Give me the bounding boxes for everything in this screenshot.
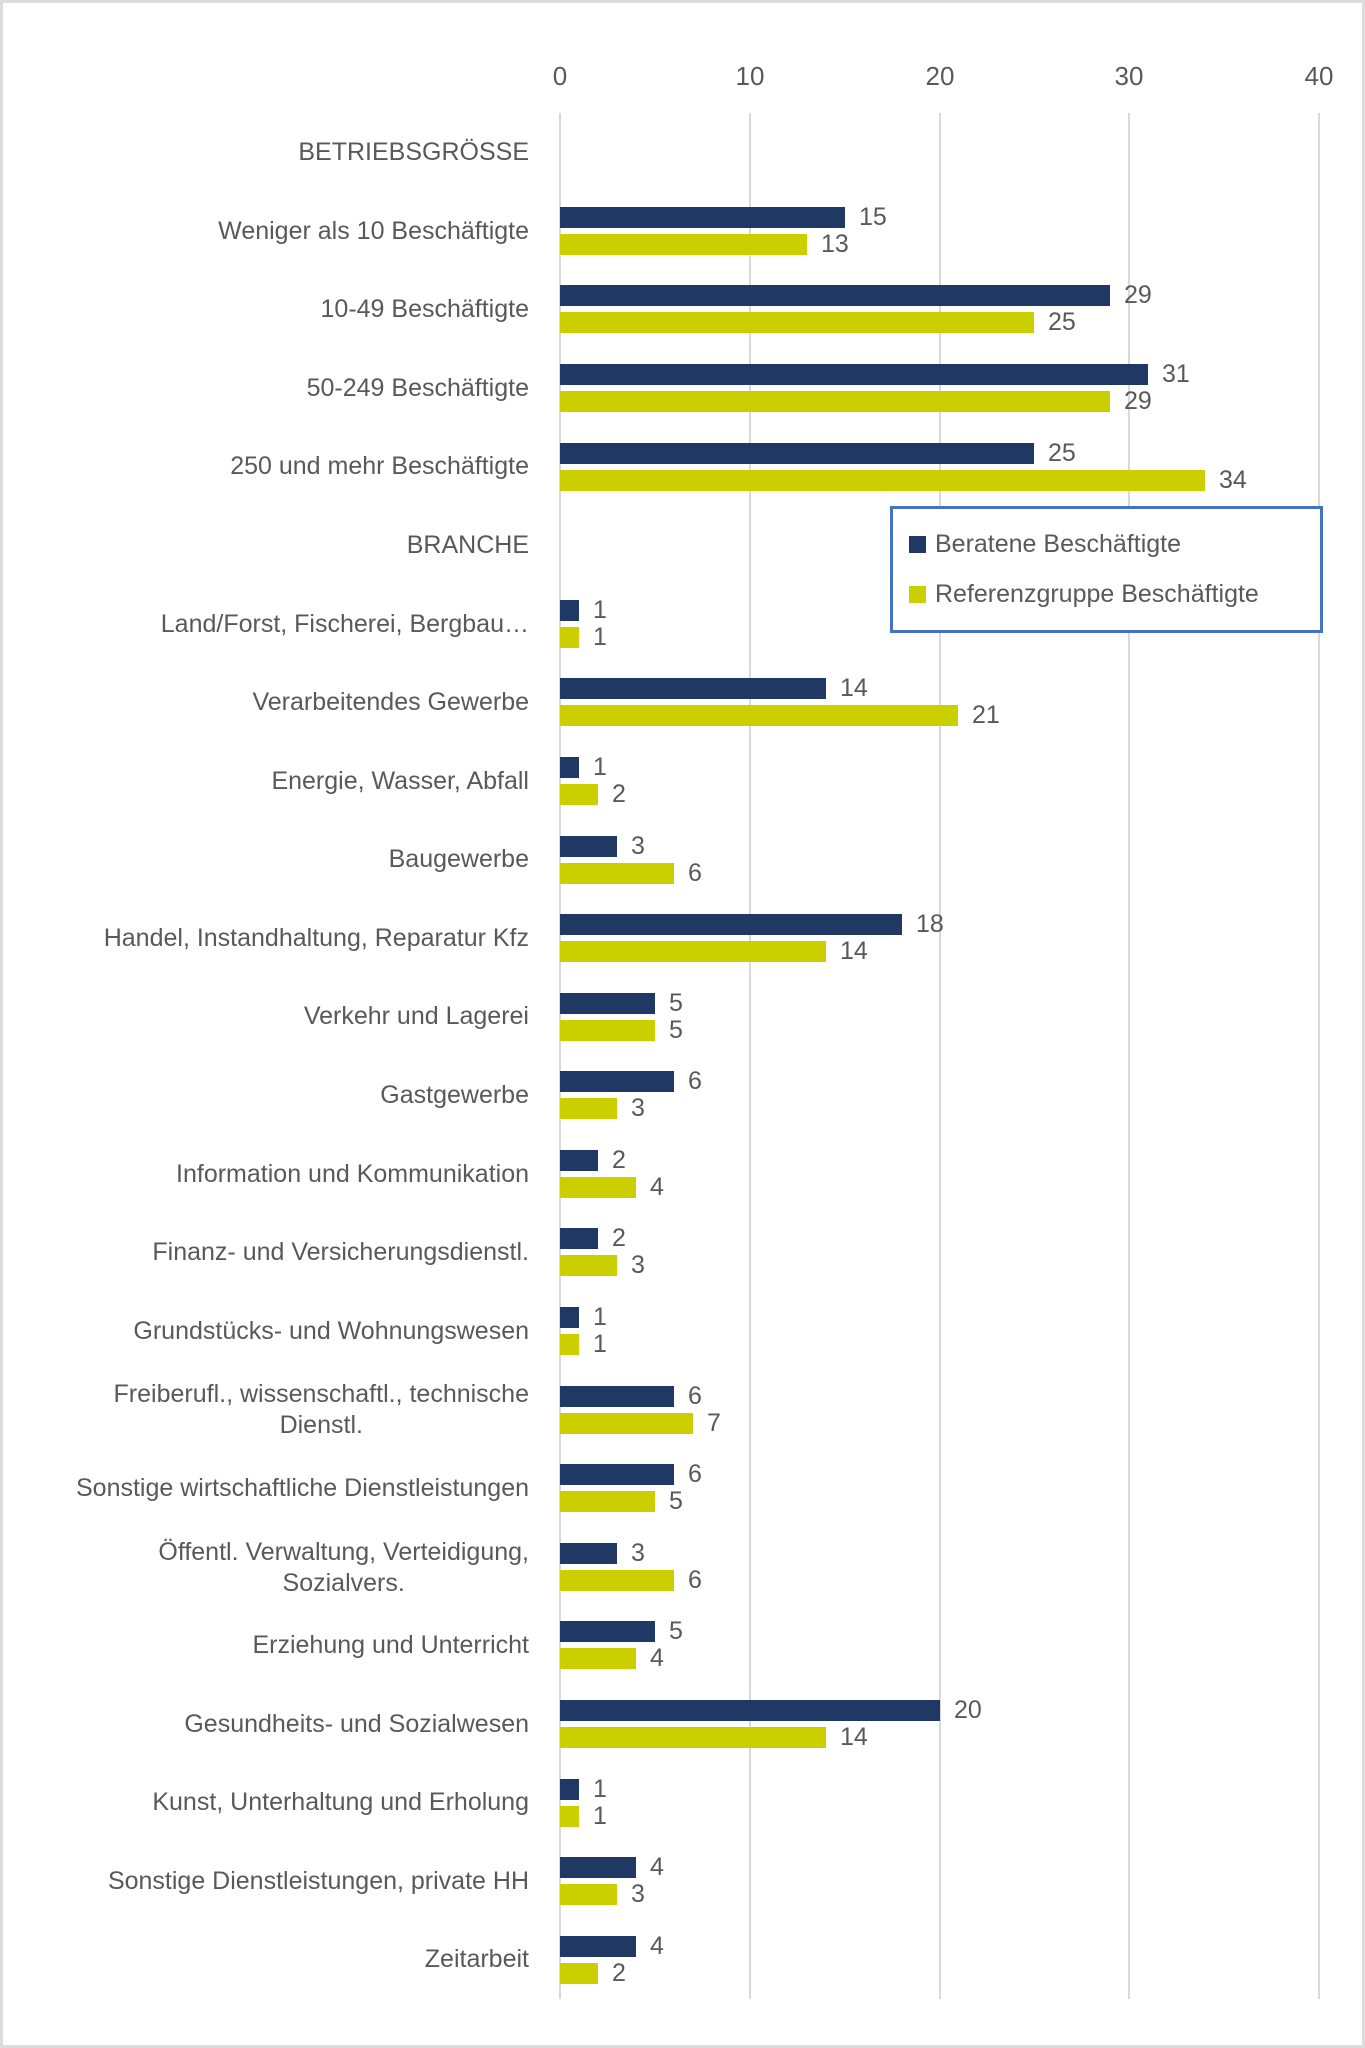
legend-swatch-beratene: [909, 536, 926, 553]
bar-value-label: 29: [1124, 281, 1152, 309]
category-label-text: Finanz- und Versicherungsdienstl.: [152, 1238, 529, 1266]
category-label-text: Gastgewerbe: [380, 1081, 529, 1109]
bar-referenzgruppe-beschaeftigte: [560, 1098, 617, 1119]
bar-beratene-beschaeftigte: [560, 1071, 674, 1092]
bar-referenzgruppe-beschaeftigte: [560, 1491, 655, 1512]
bar-beratene-beschaeftigte: [560, 836, 617, 857]
category-label-text: Kunst, Unterhaltung und Erholung: [152, 1788, 529, 1816]
x-axis-tick-label: 20: [925, 61, 955, 91]
category-label: [3, 1213, 529, 1292]
bar-value-label: 3: [631, 1880, 645, 1908]
bar-value-label: 2: [612, 780, 626, 808]
category-label: [3, 977, 529, 1056]
x-axis-tick-label: 0: [552, 61, 568, 91]
bar-beratene-beschaeftigte: [560, 914, 902, 935]
category-group-header: [3, 506, 529, 585]
bar-beratene-beschaeftigte: [560, 364, 1148, 385]
category-label: [3, 1920, 529, 1999]
category-group-header: [3, 113, 529, 192]
bar-beratene-beschaeftigte: [560, 285, 1110, 306]
bar-value-label: 5: [669, 1016, 683, 1044]
bar-referenzgruppe-beschaeftigte: [560, 1255, 617, 1276]
bar-value-label: 1: [593, 1303, 607, 1331]
bar-beratene-beschaeftigte: [560, 600, 579, 621]
bar-value-label: 7: [707, 1409, 721, 1437]
category-label-text: Öffentl. Verwaltung, Verteidigung, Sozialvers.: [158, 1537, 529, 1597]
bar-value-label: 6: [688, 1067, 702, 1095]
category-label-text: Verkehr und Lagerei: [303, 1002, 529, 1030]
category-label-text: Information und Kommunikation: [176, 1160, 529, 1188]
legend: [890, 506, 1323, 633]
category-label-text: 10-49 Beschäftigte: [320, 295, 529, 323]
bar-value-label: 29: [1124, 387, 1152, 415]
legend-item-beratene: [909, 530, 1320, 559]
bar-value-label: 1: [593, 596, 607, 624]
category-label-text: BRANCHE: [406, 531, 529, 559]
bar-referenzgruppe-beschaeftigte: [560, 1727, 826, 1748]
gridline-x-40: [1318, 113, 1320, 1999]
bar-referenzgruppe-beschaeftigte: [560, 234, 807, 255]
category-label: [3, 1056, 529, 1135]
category-label-text: Zeitarbeit: [424, 1945, 529, 1973]
category-label-text: Gesundheits- und Sozialwesen: [184, 1710, 529, 1738]
bar-value-label: 5: [669, 1487, 683, 1515]
bar-referenzgruppe-beschaeftigte: [560, 1570, 674, 1591]
bar-beratene-beschaeftigte: [560, 1228, 598, 1249]
bar-value-label: 21: [972, 701, 1000, 729]
bar-value-label: 20: [954, 1696, 982, 1724]
bar-beratene-beschaeftigte: [560, 1700, 940, 1721]
x-axis-tick-label: 10: [735, 61, 765, 91]
bar-value-label: 15: [859, 203, 887, 231]
bar-value-label: 3: [631, 832, 645, 860]
category-label-text: 250 und mehr Beschäftigte: [230, 452, 529, 480]
bar-value-label: 5: [669, 989, 683, 1017]
bar-beratene-beschaeftigte: [560, 1386, 674, 1407]
category-label: [3, 1763, 529, 1842]
legend-item-referenzgruppe: [909, 580, 1320, 609]
bar-beratene-beschaeftigte: [560, 1857, 636, 1878]
bar-value-label: 4: [650, 1173, 664, 1201]
category-label-text: Verarbeitendes Gewerbe: [252, 688, 529, 716]
category-label-text: Energie, Wasser, Abfall: [271, 767, 529, 795]
category-label-text: Handel, Instandhaltung, Reparatur Kfz: [103, 924, 529, 952]
category-label: [3, 192, 529, 271]
bar-value-label: 3: [631, 1539, 645, 1567]
category-label: [3, 663, 529, 742]
bar-referenzgruppe-beschaeftigte: [560, 1334, 579, 1355]
bar-value-label: 25: [1048, 439, 1076, 467]
category-label: [3, 585, 529, 664]
bar-referenzgruppe-beschaeftigte: [560, 1806, 579, 1827]
bar-value-label: 14: [840, 674, 868, 702]
legend-swatch-referenzgruppe: [909, 586, 926, 603]
bar-value-label: 13: [821, 230, 849, 258]
bar-referenzgruppe-beschaeftigte: [560, 1884, 617, 1905]
legend-label-beratene: Beratene Beschäftigte: [935, 530, 1181, 558]
bar-value-label: 5: [669, 1617, 683, 1645]
bar-value-label: 2: [612, 1959, 626, 1987]
bar-value-label: 14: [840, 1723, 868, 1751]
category-label-text: 50-249 Beschäftigte: [306, 374, 529, 402]
category-label: [3, 742, 529, 821]
category-label: [3, 820, 529, 899]
bar-beratene-beschaeftigte: [560, 443, 1034, 464]
bar-beratene-beschaeftigte: [560, 1464, 674, 1485]
bar-value-label: 34: [1219, 466, 1247, 494]
bar-value-label: 6: [688, 1566, 702, 1594]
category-label: [3, 427, 529, 506]
bar-referenzgruppe-beschaeftigte: [560, 1177, 636, 1198]
category-label: [3, 1370, 529, 1449]
bar-referenzgruppe-beschaeftigte: [560, 627, 579, 648]
bar-referenzgruppe-beschaeftigte: [560, 941, 826, 962]
category-label-text: Erziehung und Unterricht: [252, 1631, 529, 1659]
bar-value-label: 1: [593, 1802, 607, 1830]
bar-value-label: 1: [593, 623, 607, 651]
category-label-text: Land/Forst, Fischerei, Bergbau…: [160, 610, 529, 638]
category-label-text: Sonstige wirtschaftliche Dienstleistungen: [75, 1474, 529, 1502]
bar-beratene-beschaeftigte: [560, 678, 826, 699]
category-label-text: Grundstücks- und Wohnungswesen: [133, 1317, 529, 1345]
bar-value-label: 6: [688, 1460, 702, 1488]
bar-referenzgruppe-beschaeftigte: [560, 1413, 693, 1434]
bar-value-label: 6: [688, 1382, 702, 1410]
bar-value-label: 4: [650, 1932, 664, 1960]
bar-referenzgruppe-beschaeftigte: [560, 863, 674, 884]
category-label-text: Sonstige Dienstleistungen, private HH: [107, 1867, 529, 1895]
bar-value-label: 2: [612, 1146, 626, 1174]
bar-referenzgruppe-beschaeftigte: [560, 1648, 636, 1669]
bar-beratene-beschaeftigte: [560, 1936, 636, 1957]
bar-beratene-beschaeftigte: [560, 1621, 655, 1642]
legend-label-referenzgruppe: Referenzgruppe Beschäftigte: [935, 580, 1259, 608]
bar-value-label: 6: [688, 859, 702, 887]
category-label: [3, 899, 529, 978]
bar-value-label: 4: [650, 1853, 664, 1881]
category-label-text: Freiberufl., wissenschaftl., technische Dienstl.: [113, 1379, 529, 1439]
bar-beratene-beschaeftigte: [560, 1150, 598, 1171]
x-axis-tick-label: 40: [1304, 61, 1334, 91]
bar-value-label: 3: [631, 1251, 645, 1279]
bar-value-label: 25: [1048, 308, 1076, 336]
bar-beratene-beschaeftigte: [560, 993, 655, 1014]
category-label: [3, 1528, 529, 1607]
bar-beratene-beschaeftigte: [560, 1779, 579, 1800]
category-label: [3, 1135, 529, 1214]
category-label: [3, 1842, 529, 1921]
bar-referenzgruppe-beschaeftigte: [560, 1963, 598, 1984]
bar-value-label: 31: [1162, 360, 1190, 388]
bar-value-label: 3: [631, 1094, 645, 1122]
bar-value-label: 1: [593, 1330, 607, 1358]
bar-referenzgruppe-beschaeftigte: [560, 391, 1110, 412]
category-label: [3, 1606, 529, 1685]
bar-referenzgruppe-beschaeftigte: [560, 784, 598, 805]
bar-referenzgruppe-beschaeftigte: [560, 312, 1034, 333]
category-label: [3, 349, 529, 428]
bar-value-label: 18: [916, 910, 944, 938]
bar-value-label: 1: [593, 753, 607, 781]
bar-referenzgruppe-beschaeftigte: [560, 470, 1205, 491]
bar-beratene-beschaeftigte: [560, 1307, 579, 1328]
category-label: [3, 270, 529, 349]
category-label-text: BETRIEBSGRÖSSE: [298, 138, 529, 166]
x-axis-tick-label: 30: [1114, 61, 1144, 91]
bar-referenzgruppe-beschaeftigte: [560, 1020, 655, 1041]
category-label: [3, 1449, 529, 1528]
bar-value-label: 4: [650, 1644, 664, 1672]
bar-value-label: 2: [612, 1224, 626, 1252]
bar-beratene-beschaeftigte: [560, 207, 845, 228]
bar-referenzgruppe-beschaeftigte: [560, 705, 958, 726]
category-label: [3, 1292, 529, 1371]
bar-value-label: 1: [593, 1775, 607, 1803]
bar-beratene-beschaeftigte: [560, 1543, 617, 1564]
category-label-text: Baugewerbe: [388, 845, 529, 873]
bar-value-label: 14: [840, 937, 868, 965]
category-label-text: Weniger als 10 Beschäftigte: [218, 217, 529, 245]
category-label: [3, 1685, 529, 1764]
bar-beratene-beschaeftigte: [560, 757, 579, 778]
